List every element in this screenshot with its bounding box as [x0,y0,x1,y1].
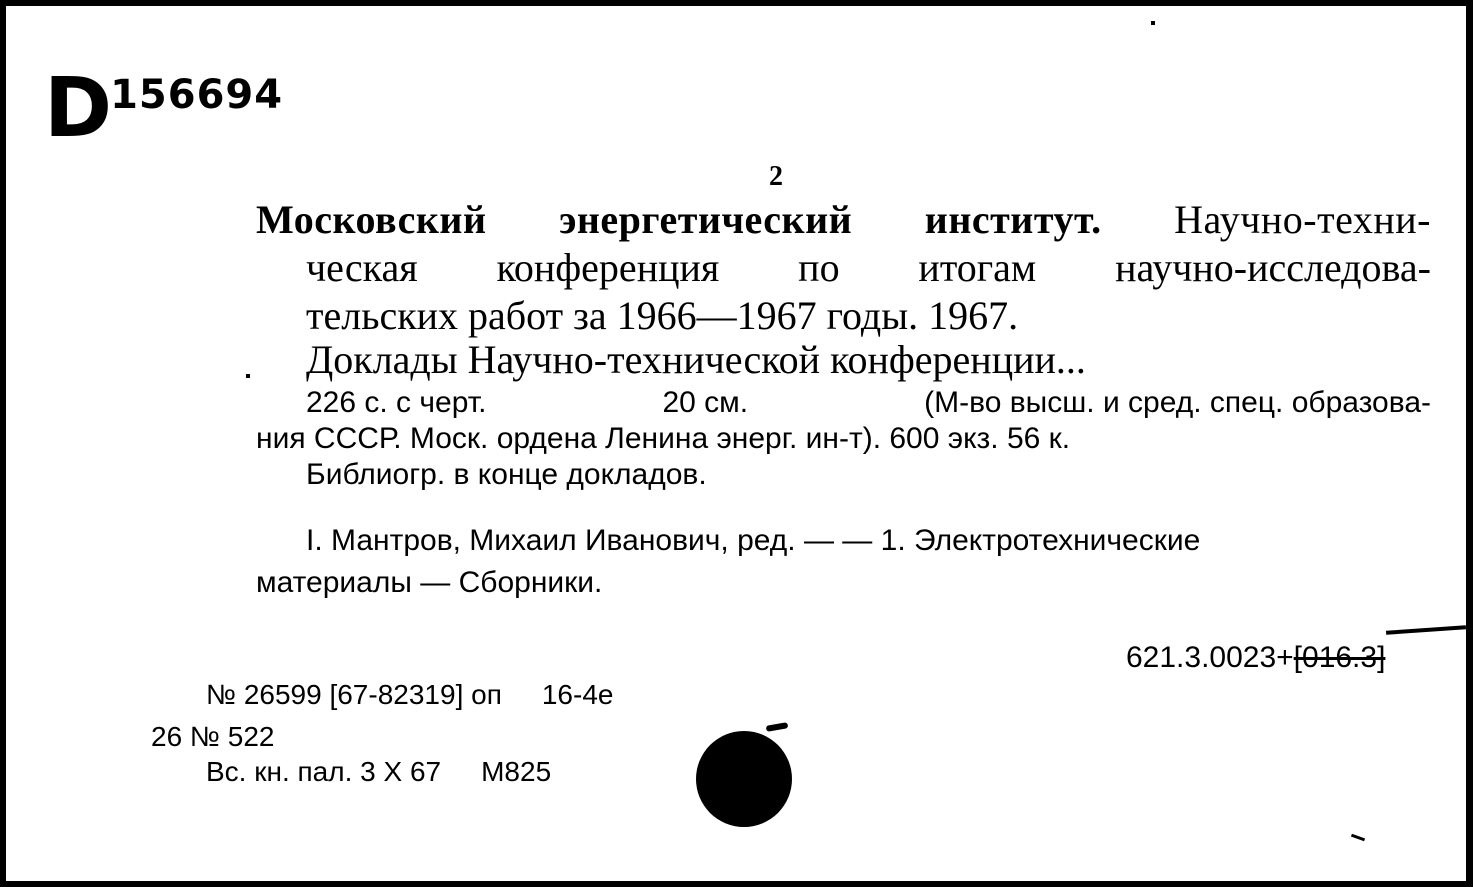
card-number: 2 [769,161,783,192]
pagination: 226 с. с черт. [306,386,487,419]
stamp-letter: D [44,61,111,156]
title-word: Научно-техни- [1174,197,1431,242]
classification-number [1126,641,1385,675]
title-word: энергетический [559,197,853,242]
title-word: по [798,245,840,290]
pen-stroke [1386,625,1466,635]
ink-speck [766,722,789,732]
print-code: 16-4е [541,679,614,710]
dimensions: 20 см. [662,386,749,419]
bibliography-note: Библиогр. в конце докладов. [306,458,707,491]
tracings-line-1 [306,524,1431,558]
title-word: итогам [918,245,1037,290]
catalog-card [5,5,1467,882]
order-number: № 26599 [67-82319] оп [206,679,502,710]
punch-hole [696,731,792,827]
title-word: конференция [496,245,720,290]
udc-struck: [016.3] [1293,641,1386,674]
inventory-stamp [44,61,284,156]
ink-speck [246,374,250,378]
title-line-1 [256,196,1431,243]
print-info-line-2: 26 № 522 [151,721,275,752]
udc-main: 621.3.0023+ [1126,641,1294,674]
title-line-4: Доклады Научно-технической конференции... [306,337,1086,382]
title-word: ческая [306,245,418,290]
ink-speck [1151,21,1155,25]
description-line-2: ния СССР. Моск. ордена Ленина энерг. ин-т). 600 экз. 56 к. [256,422,1071,455]
tracings-line-2: материалы — Сборники. [256,566,603,599]
print-info-line-3 [206,756,551,788]
stamp-number: 156694 [110,72,284,118]
title-line-3: тельских работ за 1966—1967 годы. 1967. [306,293,1019,338]
chamber-info: Вс. кн. пал. 3 Х 67 [206,756,442,787]
ink-speck [1351,834,1365,842]
title-word: научно-исследова- [1115,245,1431,290]
title-line-2 [306,244,1431,291]
description-line-1 [306,386,1431,420]
title-word: Московский [256,197,487,242]
tracing-text: I. Мантров, Михаил Иванович, ред. — — 1. Электротехнические [306,524,1201,557]
series-note: (М-во высш. и сред. спец. образова- [924,386,1431,419]
print-info-line-1 [206,679,613,711]
title-word: институт. [924,197,1102,242]
print-mark: М825 [481,756,552,787]
